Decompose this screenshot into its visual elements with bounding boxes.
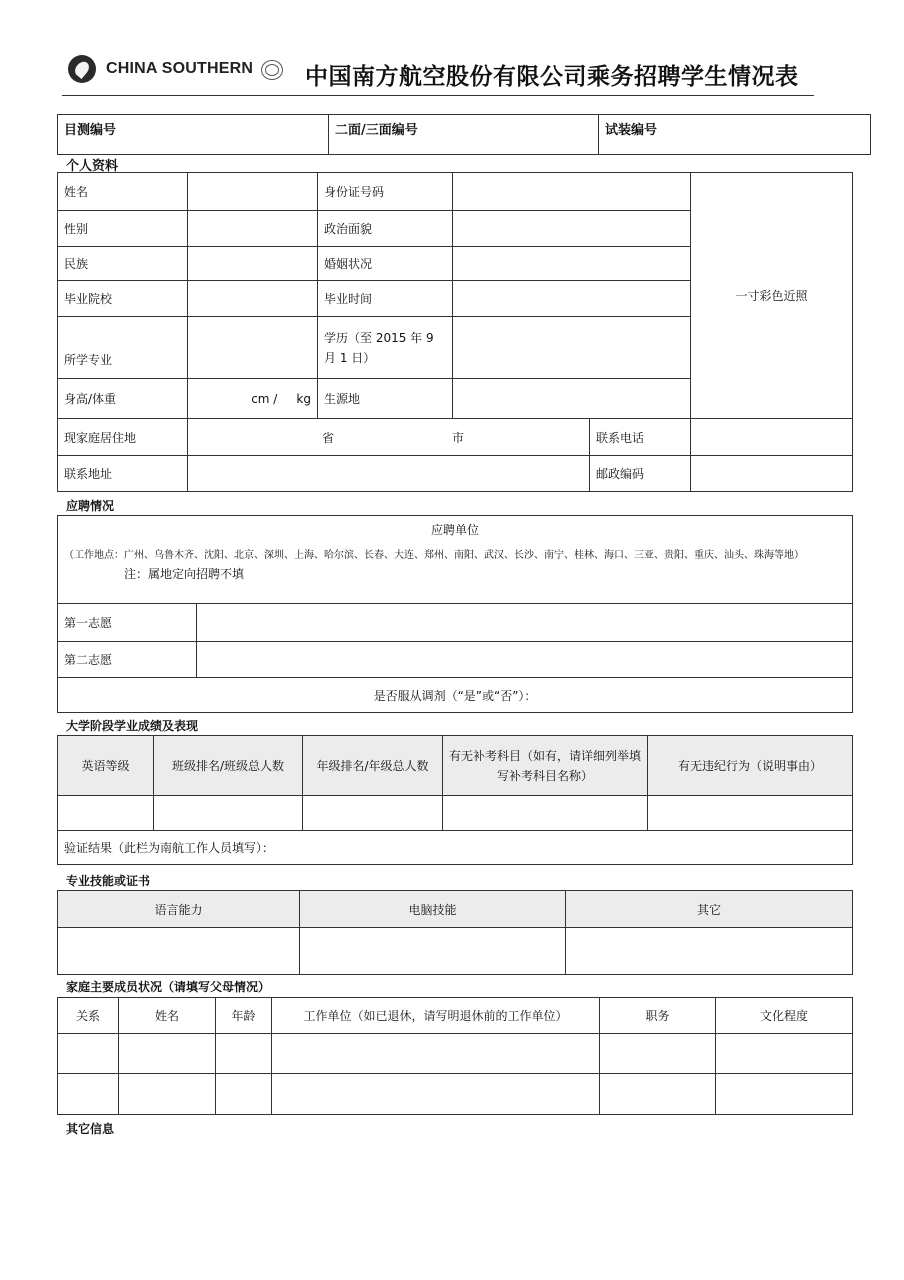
major-field[interactable] bbox=[188, 317, 318, 379]
computer-header: 电脑技能 bbox=[300, 891, 566, 928]
brand-name: CHINA SOUTHERN bbox=[106, 60, 254, 77]
table-row bbox=[58, 1034, 853, 1074]
major-label: 所学专业 bbox=[58, 317, 188, 379]
employer-field[interactable] bbox=[272, 1034, 600, 1074]
origin-label: 生源地 bbox=[318, 379, 453, 419]
other-skills-header: 其它 bbox=[566, 891, 853, 928]
residence-label: 现家庭居住地 bbox=[58, 419, 188, 456]
document-title: 中国南方航空股份有限公司乘务招聘学生情况表 bbox=[305, 64, 799, 90]
member-name-field[interactable] bbox=[119, 1074, 216, 1115]
age-field[interactable] bbox=[216, 1034, 272, 1074]
skills-table bbox=[57, 890, 853, 975]
class-rank-field[interactable] bbox=[154, 796, 303, 831]
school-label: 毕业院校 bbox=[58, 281, 188, 317]
origin-field[interactable] bbox=[453, 379, 691, 419]
education-label: 学历（至 2015 年 9 月 1 日） bbox=[318, 317, 453, 379]
makeup-exam-header: 有无补考科目（如有，请详细列举填写补考科目名称） bbox=[443, 736, 648, 796]
ethnicity-field[interactable] bbox=[188, 247, 318, 281]
marital-label: 婚姻状况 bbox=[318, 247, 453, 281]
discipline-header: 有无违纪行为（说明事由） bbox=[648, 736, 853, 796]
age-header: 年龄 bbox=[216, 998, 272, 1034]
alliance-logo-icon bbox=[259, 56, 285, 82]
header-divider bbox=[62, 95, 814, 96]
choice2-field[interactable] bbox=[197, 642, 853, 678]
verify-result[interactable]: 验证结果（此栏为南航工作人员填写）： bbox=[58, 831, 853, 865]
relation-field[interactable] bbox=[58, 1034, 119, 1074]
ethnicity-label: 民族 bbox=[58, 247, 188, 281]
family-table bbox=[57, 997, 853, 1115]
address-field[interactable] bbox=[188, 456, 590, 492]
table-row bbox=[58, 1074, 853, 1115]
english-level-header: 英语等级 bbox=[58, 736, 154, 796]
grade-rank-field[interactable] bbox=[303, 796, 443, 831]
postcode-label: 邮政编码 bbox=[590, 456, 691, 492]
other-heading: 其它信息 bbox=[66, 1122, 115, 1136]
address-label: 联系地址 bbox=[58, 456, 188, 492]
employer-header: 工作单位（如已退休，请写明退休前的工作单位） bbox=[272, 998, 600, 1034]
class-rank-header: 班级排名/班级总人数 bbox=[154, 736, 303, 796]
english-level-field[interactable] bbox=[58, 796, 154, 831]
education-field[interactable] bbox=[453, 317, 691, 379]
language-field[interactable] bbox=[58, 928, 300, 975]
member-name-header: 姓名 bbox=[119, 998, 216, 1034]
personal-table bbox=[57, 172, 853, 492]
height-weight-field[interactable]: cm / kg bbox=[188, 379, 318, 419]
unit-cell bbox=[58, 516, 853, 604]
airline-logo bbox=[68, 52, 285, 86]
choice1-field[interactable] bbox=[197, 604, 853, 642]
education-level-field[interactable] bbox=[716, 1034, 853, 1074]
position-header: 职务 bbox=[600, 998, 716, 1034]
language-header: 语言能力 bbox=[58, 891, 300, 928]
personal-heading: 个人资料 bbox=[66, 159, 119, 174]
academic-table bbox=[57, 735, 853, 865]
relation-field[interactable] bbox=[58, 1074, 119, 1115]
gender-label: 性别 bbox=[58, 211, 188, 247]
school-field[interactable] bbox=[188, 281, 318, 317]
kapok-logo-icon bbox=[68, 55, 96, 83]
city-label: 市 bbox=[452, 430, 465, 445]
education-level-header: 文化程度 bbox=[716, 998, 853, 1034]
position-field[interactable] bbox=[600, 1074, 716, 1115]
id-table bbox=[57, 114, 871, 155]
employer-field[interactable] bbox=[272, 1074, 600, 1115]
education-level-field[interactable] bbox=[716, 1074, 853, 1115]
postcode-field[interactable] bbox=[691, 456, 853, 492]
name-label: 姓名 bbox=[58, 173, 188, 211]
unit-note: 注：属地定向招聘不填 bbox=[124, 567, 245, 581]
residence-field[interactable] bbox=[188, 419, 590, 456]
member-name-field[interactable] bbox=[119, 1034, 216, 1074]
id-number-field[interactable] bbox=[453, 173, 691, 211]
family-heading: 家庭主要成员状况（请填写父母情况） bbox=[66, 980, 271, 994]
adjust-question[interactable]: 是否服从调剂（“是”或“否”）： bbox=[58, 678, 853, 713]
choice2-label: 第二志愿 bbox=[58, 642, 197, 678]
relation-header: 关系 bbox=[58, 998, 119, 1034]
makeup-exam-field[interactable] bbox=[443, 796, 648, 831]
application-heading: 应聘情况 bbox=[66, 499, 115, 513]
phone-label: 联系电话 bbox=[590, 419, 691, 456]
visual-id-label: 目测编号 bbox=[58, 115, 329, 155]
gender-field[interactable] bbox=[188, 211, 318, 247]
id-number-label: 身份证号码 bbox=[318, 173, 453, 211]
phone-field[interactable] bbox=[691, 419, 853, 456]
marital-field[interactable] bbox=[453, 247, 691, 281]
discipline-field[interactable] bbox=[648, 796, 853, 831]
photo-box[interactable]: 一寸彩色近照 bbox=[691, 173, 853, 419]
age-field[interactable] bbox=[216, 1074, 272, 1115]
political-field[interactable] bbox=[453, 211, 691, 247]
locations-text: （工作地点：广州、乌鲁木齐、沈阳、北京、深圳、上海、哈尔滨、长春、大连、郑州、南阳、武汉、长沙、南宁、桂林、海口、三亚、贵阳、重庆、汕头、珠海等地） bbox=[64, 550, 804, 561]
skills-heading: 专业技能或证书 bbox=[66, 874, 151, 888]
computer-field[interactable] bbox=[300, 928, 566, 975]
province-label: 省 bbox=[322, 430, 335, 445]
grad-time-label: 毕业时间 bbox=[318, 281, 453, 317]
tryon-id-label: 试装编号 bbox=[599, 115, 871, 155]
unit-label: 应聘单位 bbox=[431, 523, 480, 537]
political-label: 政治面貌 bbox=[318, 211, 453, 247]
other-skills-field[interactable] bbox=[566, 928, 853, 975]
choice1-label: 第一志愿 bbox=[58, 604, 197, 642]
academic-heading: 大学阶段学业成绩及表现 bbox=[66, 719, 199, 733]
name-field[interactable] bbox=[188, 173, 318, 211]
position-field[interactable] bbox=[600, 1034, 716, 1074]
height-weight-label: 身高/体重 bbox=[58, 379, 188, 419]
grade-rank-header: 年级排名/年级总人数 bbox=[303, 736, 443, 796]
interview-id-label: 二面/三面编号 bbox=[329, 115, 599, 155]
grad-time-field[interactable] bbox=[453, 281, 691, 317]
application-table bbox=[57, 515, 853, 713]
